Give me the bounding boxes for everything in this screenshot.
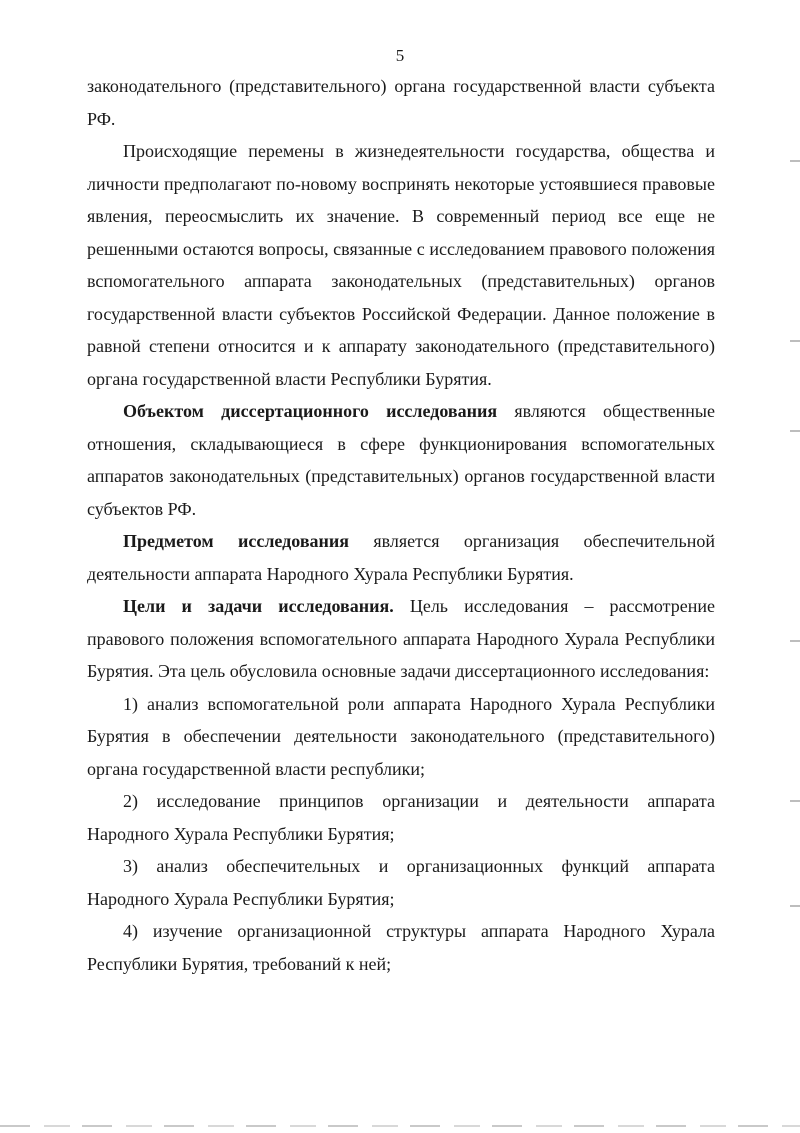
task-text: 4) изучение организационной структуры аппарата Народного Хурала Республики Бурятия, требований к ней; — [87, 921, 715, 974]
paragraph-subject — [87, 525, 715, 590]
task-item-2 — [87, 785, 715, 850]
paragraph-text: Цель исследования – рассмотрение правового положения вспомогательного аппарата Народного Хурала Республики Бурятия. Эта цель обусловила основные задачи диссертационного исследования: — [87, 596, 715, 681]
paragraph-text: является организация обеспечительной деятельности аппарата Народного Хурала Республики Бурятия. — [87, 531, 716, 584]
paragraph-goals — [87, 590, 715, 688]
page-number: 5 — [395, 46, 405, 65]
paragraph-text: Происходящие перемены в жизнедеятельности государства, общества и личности предполагают по-новому воспринять некоторые устоявшиеся правовые явления, переосмыслить их значение. В современный период все еще не решенными остаются вопросы, связанные с исследованием правового положения вспомогательного аппарата законодательных (представительных) органов государственной власти субъектов Российской Федерации. Данное положение в равной степени относится и к аппарату законодательного (представительного) органа государственной власти Республики Бурятия. — [87, 141, 715, 389]
paragraph-intro-continuation — [87, 70, 715, 135]
document-body — [87, 70, 715, 980]
paragraph-text: законодательного (представительного) органа государственной власти субъекта РФ. — [87, 76, 715, 129]
task-text: 3) анализ обеспечительных и организационных функций аппарата Народного Хурала Республики Бурятия; — [87, 856, 715, 909]
task-item-1 — [87, 688, 715, 786]
task-text: 1) анализ вспомогательной роли аппарата Народного Хурала Республики Бурятия в обеспечении деятельности законодательного (представительного) органа государственной власти республики; — [87, 693, 715, 779]
task-item-4 — [87, 915, 715, 980]
scan-edge-marks — [786, 0, 800, 1133]
paragraph-text: являются общественные отношения, складывающиеся в сфере функционирования вспомогательных аппаратов законодательных (представительных) органов государственной власти субъектов РФ. — [87, 401, 715, 519]
paragraph-object — [87, 395, 715, 525]
task-item-3 — [87, 850, 715, 915]
scan-bottom-noise — [0, 1125, 800, 1127]
paragraph-context — [87, 135, 715, 395]
scan-mark — [790, 430, 800, 432]
scan-mark — [790, 340, 800, 342]
paragraph-bold-label: Предметом исследования — [123, 531, 350, 551]
paragraph-bold-label: Объектом диссертационного исследования — [123, 401, 498, 421]
task-text: 2) исследование принципов организации и деятельности аппарата Народного Хурала Республики Бурятия; — [87, 791, 715, 844]
scan-mark — [790, 905, 800, 907]
scan-mark — [790, 160, 800, 162]
paragraph-bold-label: Цели и задачи исследования. — [123, 596, 394, 616]
scan-mark — [790, 800, 800, 802]
scan-mark — [790, 640, 800, 642]
